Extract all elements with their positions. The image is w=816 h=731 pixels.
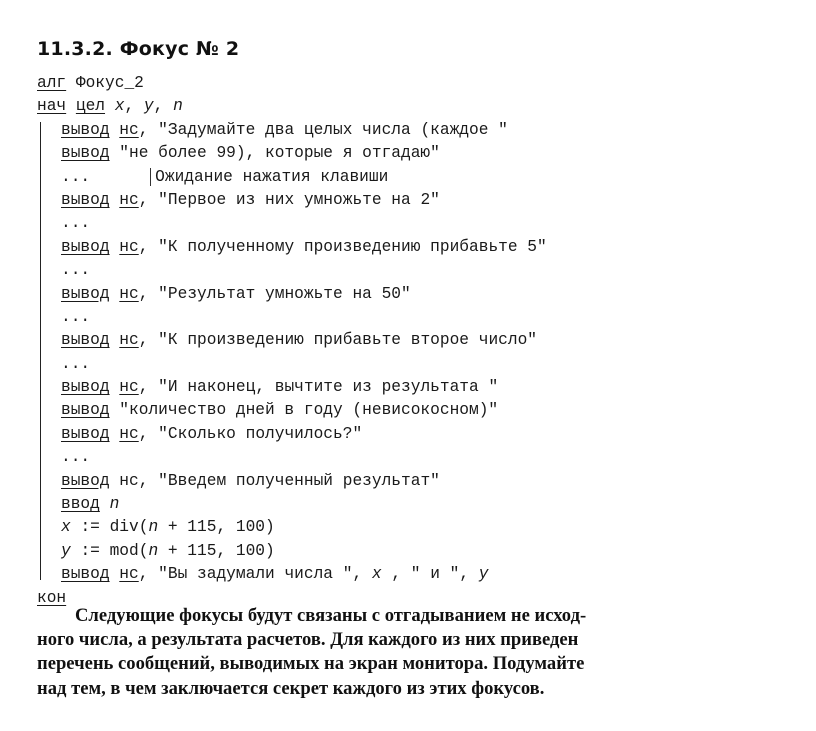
section-heading: 11.3.2. Фокус № 2 <box>37 38 240 60</box>
code-line-ellipsis <box>37 259 547 282</box>
ellipsis: ... <box>61 261 91 280</box>
keyword-vyvod: вывод <box>61 331 110 350</box>
code-line-11: вывод нс, "Введем полученный результат" <box>61 471 440 490</box>
paragraph-line: над тем, в чем заключается секрет каждого из этих фокусов. <box>37 677 545 699</box>
code-line-vvod <box>37 493 547 516</box>
keyword-vyvod: вывод <box>61 120 110 139</box>
code-line-3 <box>37 166 547 189</box>
keyword-vyvod: вывод <box>61 144 110 163</box>
code-line-2 <box>37 142 547 165</box>
code-line-ellipsis <box>37 446 547 469</box>
string-literal: "Вы задумали числа " <box>158 565 353 584</box>
ellipsis: ... <box>61 307 91 326</box>
keyword-ns: нс <box>119 424 139 443</box>
assign-expr: := mod( <box>80 541 149 560</box>
keyword-vyvod: вывод <box>61 401 110 420</box>
keyword-vyvod: вывод <box>61 237 110 256</box>
string-literal: "К произведению прибавьте второе число" <box>158 331 538 350</box>
algorithm-name: Фокус_2 <box>75 74 144 92</box>
var-x: x <box>61 518 71 537</box>
var-y: y <box>61 541 71 560</box>
keyword-ns: нс <box>119 284 139 303</box>
var-x: x <box>114 97 125 116</box>
keyword-vvod: ввод <box>61 495 100 514</box>
assign-tail: + 115, 100) <box>158 518 275 537</box>
code-line-ellipsis <box>37 212 547 235</box>
keyword-ns: нс <box>119 190 139 209</box>
string-literal: "Первое из них умножьте на 2" <box>158 190 440 209</box>
paragraph-line: перечень сообщений, выводимых на экран монитора. Подумайте <box>37 653 585 675</box>
explanation-paragraph <box>37 604 737 701</box>
algorithm-listing <box>37 72 547 610</box>
keyword-ns: нс <box>119 331 139 350</box>
keyword-vyvod: вывод <box>61 378 110 397</box>
var-n: n <box>173 97 183 116</box>
code-line-5: вывод нс, "К полученному произведению прибавьте 5" <box>61 237 547 256</box>
string-literal: "количество дней в году (невисокосном)" <box>119 401 499 420</box>
assign-expr: := div( <box>80 518 149 537</box>
code-line-10: вывод нс, "Сколько получилось?" <box>61 424 363 443</box>
code-line-ellipsis <box>37 353 547 376</box>
code-line-4: вывод нс, "Первое из них умножьте на 2" <box>61 190 440 209</box>
string-literal: " и " <box>410 565 460 584</box>
keyword-vyvod: вывод <box>61 424 110 443</box>
keyword-kon: кон <box>37 588 67 607</box>
string-literal: "Задумайте два целых числа (каждое " <box>158 120 508 139</box>
ellipsis: ... <box>61 354 91 373</box>
code-comment: Ожидание нажатия клавиши <box>150 168 388 186</box>
keyword-vyvod: вывод <box>61 565 110 584</box>
code-line-1: вывод нс, "Задумайте два целых числа (каждое " <box>61 120 508 139</box>
string-literal: "К полученному произведению прибавьте 5" <box>158 237 547 256</box>
keyword-ns-plain: нс <box>119 471 139 490</box>
code-line-assign-y <box>37 540 547 563</box>
var-n: n <box>148 541 159 560</box>
string-literal: "Сколько получилось?" <box>158 424 363 443</box>
var-y: y <box>143 97 154 116</box>
keyword-vyvod: вывод <box>61 471 110 490</box>
paragraph-line: ного числа, а результата расчетов. Для каждого из них приведен <box>37 629 579 651</box>
keyword-ns: нс <box>119 565 139 584</box>
keyword-nach: нач <box>37 97 67 116</box>
keyword-tsel: цел <box>75 97 106 116</box>
code-line-alg <box>37 72 547 95</box>
assign-tail: + 115, 100) <box>158 541 275 560</box>
var-x: x <box>371 565 382 584</box>
keyword-ns: нс <box>119 120 139 139</box>
ellipsis: ... <box>61 214 91 233</box>
code-line-assign-x <box>37 516 547 539</box>
keyword-ns: нс <box>119 237 139 256</box>
code-line-7: вывод нс, "К произведению прибавьте второе число" <box>61 331 538 350</box>
code-line-8: вывод нс, "И наконец, вычтите из результата " <box>61 378 499 397</box>
var-y: y <box>478 565 489 584</box>
code-line-nach: нач цел x, y, n <box>37 97 183 116</box>
var-n: n <box>109 495 120 514</box>
var-n: n <box>148 518 159 537</box>
code-line-9 <box>37 399 547 422</box>
keyword-vyvod: вывод <box>61 284 110 303</box>
keyword-vyvod: вывод <box>61 190 110 209</box>
string-literal: "Введем полученный результат" <box>158 471 440 490</box>
code-line-6: вывод нс, "Результат умножьте на 50" <box>61 284 411 303</box>
keyword-ns: нс <box>119 378 139 397</box>
string-literal: "не более 99), которые я отгадаю" <box>119 144 440 163</box>
string-literal: "Результат умножьте на 50" <box>158 284 411 303</box>
ellipsis: ... <box>61 448 91 467</box>
code-line-ellipsis <box>37 306 547 329</box>
paragraph-line: Следующие фокусы будут связаны с отгадыванием не исход- <box>75 605 587 626</box>
code-line-final-output: вывод нс, "Вы задумали числа ", x , " и ", y <box>61 565 489 584</box>
ellipsis: ... <box>61 167 91 186</box>
string-literal: "И наконец, вычтите из результата " <box>158 378 499 397</box>
keyword-alg: алг <box>37 74 67 92</box>
